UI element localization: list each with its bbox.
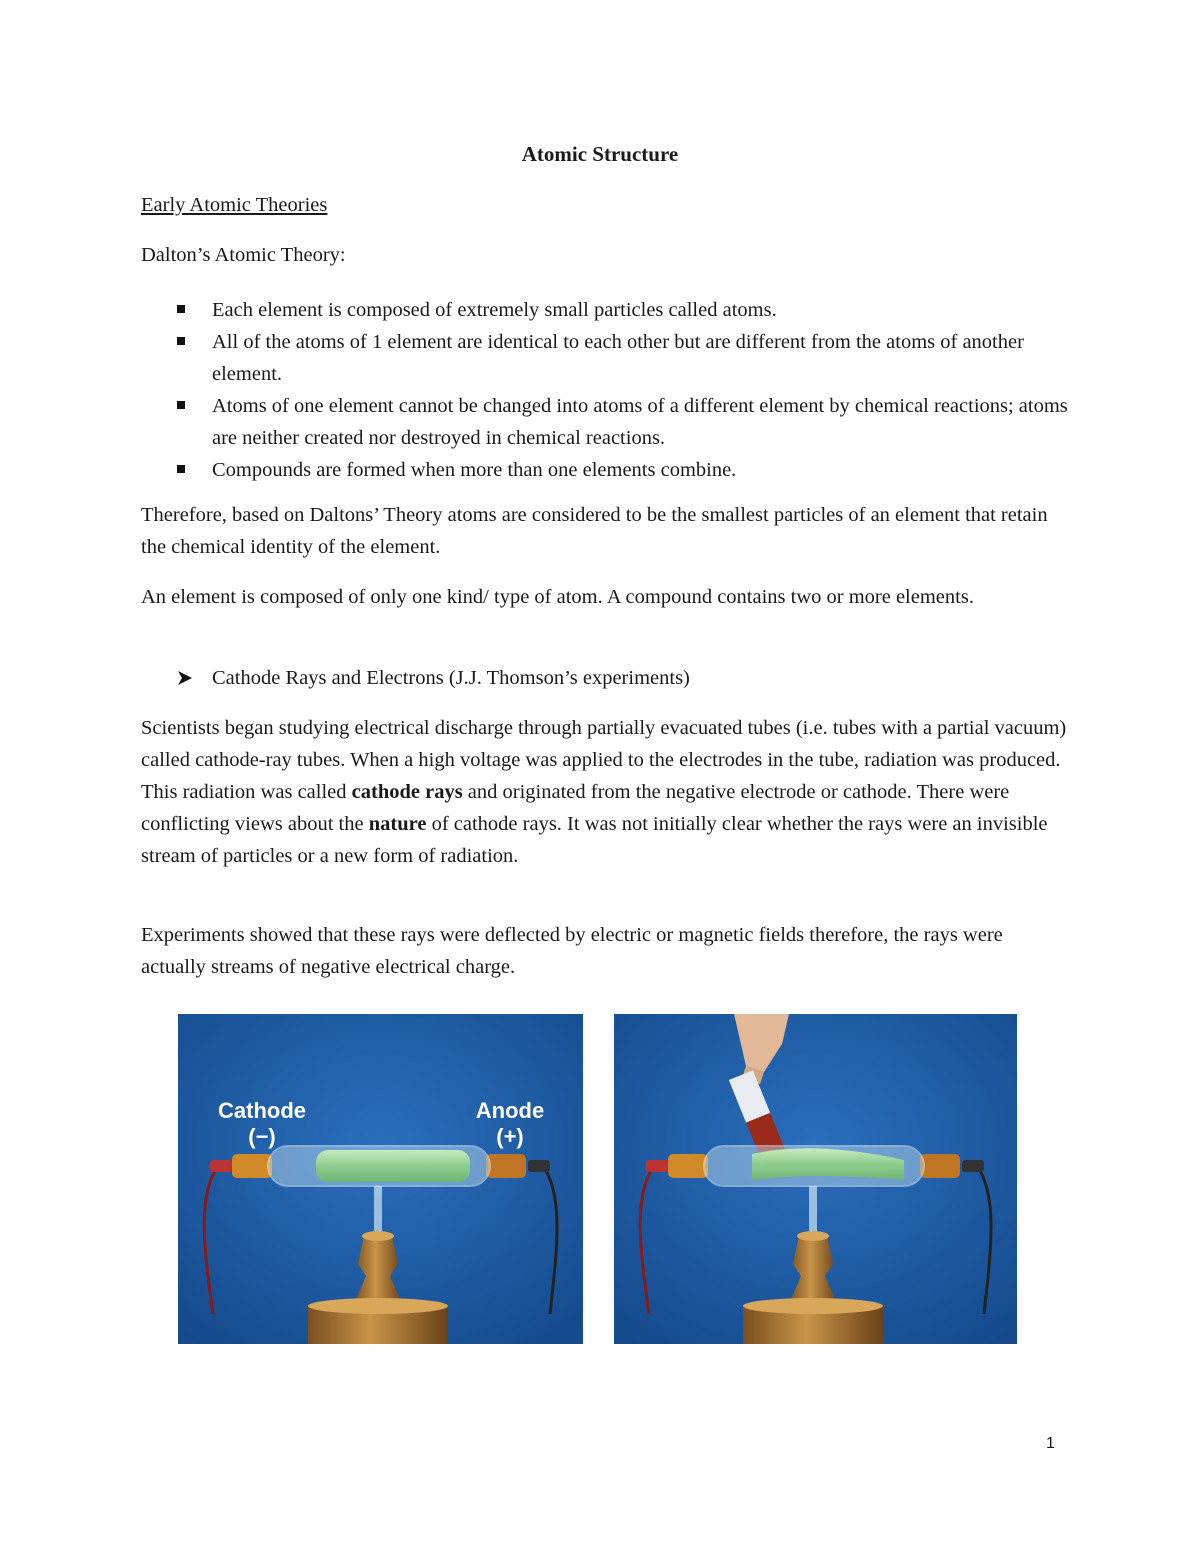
cathode-rays-heading-text: Cathode Rays and Electrons (J.J. Thomson’s experiments)	[212, 667, 690, 689]
dalton-subheading: Dalton’s Atomic Theory:	[141, 244, 346, 266]
dalton-bullet-list	[141, 294, 1071, 486]
bold-term-cathode-rays: cathode rays	[351, 781, 463, 803]
arrowhead-bullet-icon	[177, 670, 193, 686]
list-item	[141, 294, 1071, 326]
square-bullet-icon	[177, 337, 185, 345]
list-item-text: All of the atoms of 1 element are identical to each other but are different from the atoms of another element.	[212, 331, 1024, 385]
bold-term-nature: nature	[368, 813, 427, 835]
paragraph-deflection: Experiments showed that these rays were deflected by electric or magnetic fields therefore, the rays were actually streams of negative electrical charge.	[141, 924, 1003, 978]
page-title: Atomic Structure	[521, 142, 679, 166]
paragraph-text: and originated from the negative electrode or cathode. There were conflicting views about the	[141, 781, 1010, 835]
list-item	[141, 454, 1071, 486]
square-bullet-icon	[177, 465, 185, 473]
cathode-ray-tube-photo	[178, 1014, 583, 1344]
paragraph-cathode-rays	[141, 712, 1071, 872]
anode-label: Anode	[475, 1098, 545, 1123]
list-item	[141, 326, 1071, 390]
list-item-text: Each element is composed of extremely small particles called atoms.	[212, 299, 777, 321]
paragraph-text: of cathode rays. It was not initially clear whether the rays were an invisible stream of particles or a new form of radiation.	[141, 813, 1048, 867]
page-number: 1	[1046, 1435, 1055, 1452]
square-bullet-icon	[177, 305, 185, 313]
anode-sign-label: (+)	[496, 1124, 524, 1149]
cathode-sign-label: (−)	[248, 1124, 276, 1149]
magnet-deflection-photo	[614, 1014, 1017, 1344]
list-item	[141, 390, 1071, 454]
paragraph-text: Scientists began studying electrical discharge through partially evacuated tubes (i.e. tubes with a partial vacuum) called cathode-ray tubes. When a high voltage was applied to the electrodes in the tube, radiation was produced. This radiation was called	[141, 717, 1067, 803]
cathode-label: Cathode	[218, 1098, 306, 1123]
list-item-text: Atoms of one element cannot be changed into atoms of a different element by chemical reactions; atoms are neither created nor destroyed in chemical reactions.	[212, 395, 1068, 449]
section-heading: Early Atomic Theories	[141, 194, 328, 216]
paragraph-element-compound: An element is composed of only one kind/ type of atom. A compound contains two or more elements.	[141, 586, 974, 608]
square-bullet-icon	[177, 401, 185, 409]
list-item-text: Compounds are formed when more than one elements combine.	[212, 459, 737, 481]
paragraph-dalton-conclusion: Therefore, based on Daltons’ Theory atoms are considered to be the smallest particles of an element that retain the chemical identity of the element.	[141, 504, 1048, 558]
